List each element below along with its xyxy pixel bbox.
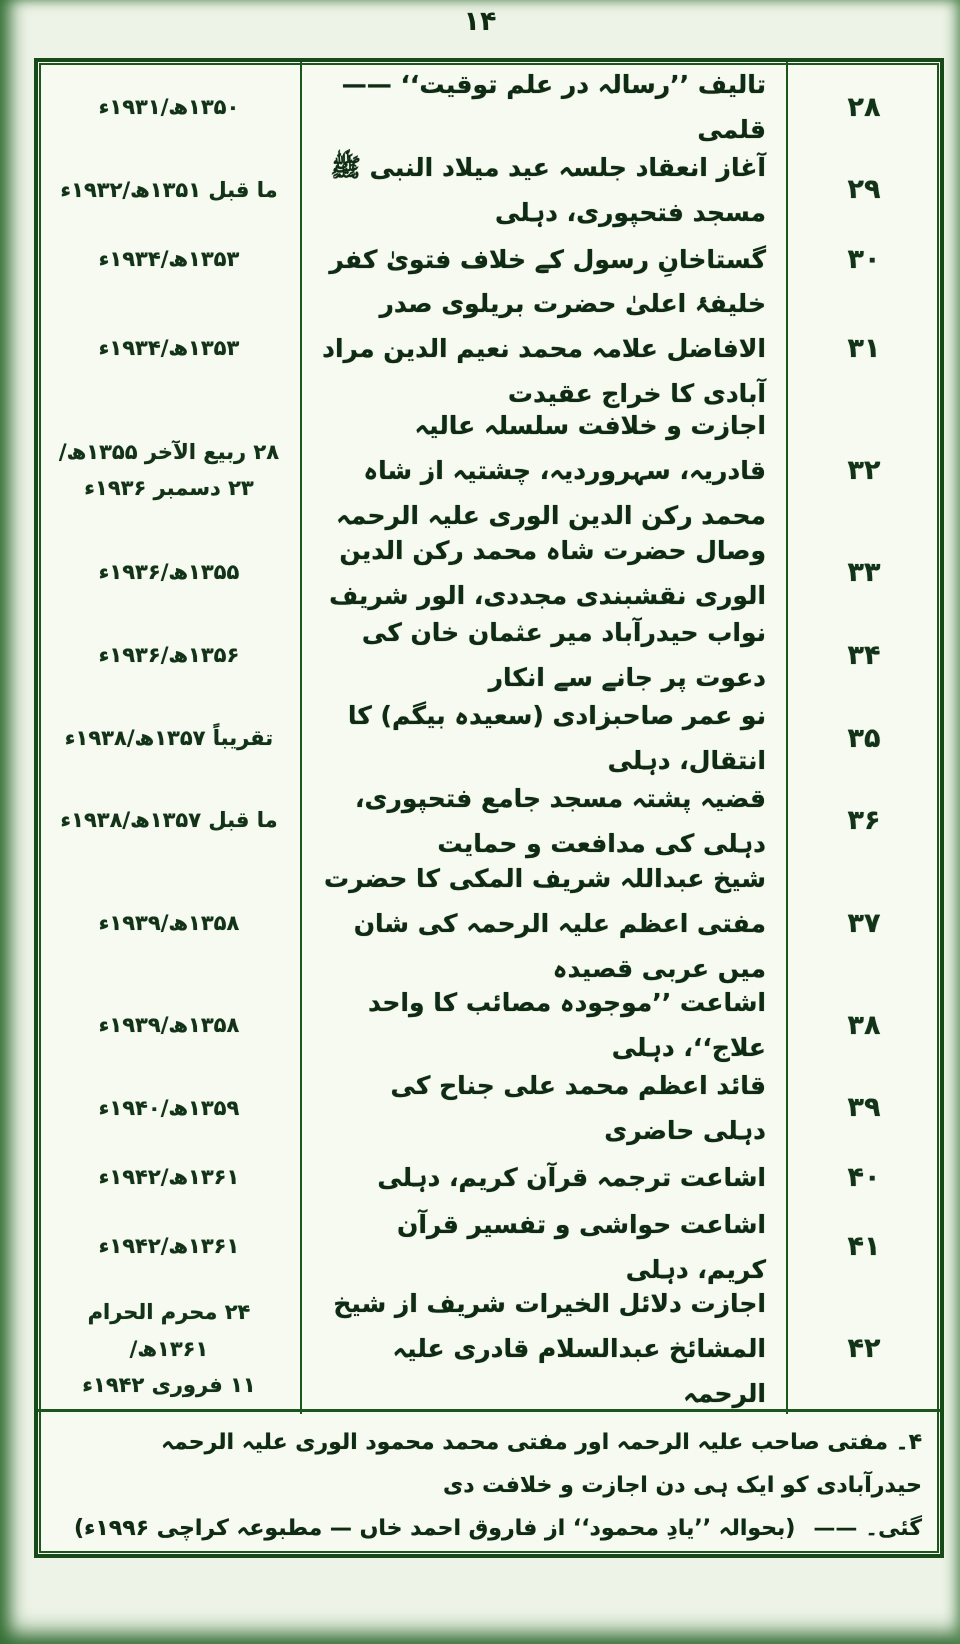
entry-date bbox=[38, 241, 300, 278]
entry-date bbox=[38, 1007, 300, 1044]
entry-description: تالیف ’’رسالہ در علم توقیت‘‘ —— قلمی bbox=[341, 70, 766, 145]
entry-description: وصال حضرت شاہ محمد رکن الدین الوری نقشبندی مجددی، الور شریف bbox=[329, 535, 766, 610]
entry-date bbox=[38, 1090, 300, 1127]
entry-date-line: ۱۱ فروری ۱۹۴۲ء bbox=[82, 1373, 256, 1398]
footnote-reference: (بحوالہ ’’یادِ محمود‘‘ از فاروق احمد خاں — مطبوعہ کراچی ۱۹۹۶ء) bbox=[74, 1515, 796, 1541]
entry-number: ۳۰ bbox=[847, 243, 881, 275]
entry-description: نو عمر صاحبزادی (سعیدہ بیگم) کا انتقال، دہلی bbox=[347, 701, 766, 776]
table-row bbox=[38, 66, 940, 149]
entry-number: ۳۸ bbox=[847, 1009, 881, 1041]
entry-date bbox=[38, 720, 300, 757]
date-column-divider bbox=[300, 62, 302, 1414]
entry-date bbox=[38, 89, 300, 126]
entry-date bbox=[38, 1159, 300, 1196]
table-row bbox=[38, 1288, 940, 1410]
number-column-divider bbox=[786, 62, 788, 1414]
entry-date bbox=[38, 1294, 300, 1404]
entry-number: ۴۰ bbox=[847, 1161, 881, 1193]
footnote bbox=[38, 1409, 940, 1554]
entry-date-line: ۲۸ ربیع الآخر ۱۳۵۵ھ/ bbox=[58, 439, 280, 464]
entry-number: ۳۲ bbox=[847, 454, 881, 486]
entry-number: ۳۵ bbox=[847, 722, 881, 754]
table-row bbox=[38, 614, 940, 697]
table-row bbox=[38, 1205, 940, 1288]
entry-date bbox=[38, 802, 300, 839]
footnote-line-2 bbox=[38, 1508, 940, 1551]
entry-date bbox=[38, 637, 300, 674]
entry-date-line: ۱۳۵۳ھ/۱۹۳۴ء bbox=[98, 335, 240, 360]
table-row bbox=[38, 984, 940, 1067]
entry-date-line: ۱۳۵۵ھ/۱۹۳۶ء bbox=[98, 560, 240, 585]
entry-number: ۲۹ bbox=[847, 174, 881, 206]
entry-date-line: ۱۳۵۸ھ/۱۹۳۹ء bbox=[98, 1013, 240, 1037]
entry-number: ۳۹ bbox=[847, 1092, 881, 1124]
entry-number: ۳۷ bbox=[847, 907, 881, 939]
table-row bbox=[38, 779, 940, 862]
table-row bbox=[38, 149, 940, 232]
entry-description: نواب حیدرآباد میر عثمان خان کی دعوت پر جانے سے انکار bbox=[361, 618, 766, 693]
entry-date-line: ۱۳۶۱ھ/۱۹۴۲ء bbox=[98, 1234, 240, 1259]
entry-number: ۴۲ bbox=[847, 1333, 881, 1365]
table-row bbox=[38, 287, 940, 409]
events-table bbox=[38, 62, 940, 1414]
entry-date bbox=[38, 434, 300, 508]
entry-description: اشاعت ’’موجودہ مصائب کا واحد علاج‘‘، دہلی bbox=[367, 988, 766, 1063]
entry-date bbox=[38, 905, 300, 942]
entry-date-line: ما قبل ۱۳۵۱ھ/۱۹۳۲ء bbox=[60, 177, 278, 202]
entry-description: گستاخانِ رسول کے خلاف فتویٰ کفر bbox=[329, 244, 766, 274]
table-row bbox=[38, 1067, 940, 1150]
entry-description: اشاعت ترجمہ قرآن کریم، دہلی bbox=[377, 1162, 766, 1192]
entry-date-line: ۱۳۵۹ھ/۱۹۴۰ء bbox=[98, 1095, 240, 1120]
entry-description: خلیفۂ اعلیٰ حضرت بریلوی صدر الافاضل علامہ محمد نعیم الدین مراد آبادی کا خراج عقیدت bbox=[322, 288, 766, 408]
entry-number: ۳۶ bbox=[847, 805, 881, 837]
entry-date bbox=[38, 554, 300, 591]
entry-description: قضیہ پشتہ مسجد جامع فتحپوری، دہلی کی مدافعت و حمایت bbox=[355, 783, 766, 858]
entry-description: شیخ عبداللہ شریف المکی کا حضرت مفتی اعظم علیہ الرحمہ کی شان میں عربی قصیدہ bbox=[324, 863, 766, 983]
entry-date bbox=[38, 1228, 300, 1265]
entry-date-line: ۱۳۵۶ھ/۱۹۳۶ء bbox=[98, 643, 240, 668]
entry-date-line: ۱۳۵۸ھ/۱۹۳۹ء bbox=[98, 910, 240, 935]
entry-number: ۳۴ bbox=[847, 639, 881, 671]
entry-description: آغاز انعقاد جلسہ عید میلاد النبی ﷺ مسجد فتحپوری، دہلی bbox=[330, 152, 766, 227]
table-row bbox=[38, 532, 940, 615]
entry-description: اجازت و خلافت سلسلہ عالیہ قادریہ، سہروردیہ، چشتیہ از شاہ محمد رکن الدین الوری علیہ الرحمہ bbox=[336, 410, 766, 530]
entry-date bbox=[38, 330, 300, 367]
entry-number: ۲۸ bbox=[847, 91, 881, 123]
page-number: ۱۴ bbox=[463, 6, 497, 37]
entry-description: اجازت دلائل الخیرات شریف از شیخ المشائخ عبدالسلام قادری علیہ الرحمہ bbox=[333, 1289, 766, 1409]
footnote-line-1: ۴۔ مفتی صاحب علیہ الرحمہ اور مفتی محمد محمود الوری علیہ الرحمہ حیدرآبادی کو ایک ہی دن اجازت و خلافت دی bbox=[161, 1430, 922, 1498]
table-row bbox=[38, 1149, 940, 1205]
entry-date-line: ۲۳ دسمبر ۱۹۳۶ء bbox=[84, 476, 254, 501]
entry-date-line: ۲۴ محرم الحرام ۱۳۶۱ھ/ bbox=[87, 1299, 251, 1361]
entry-date-line: تقریباً ۱۳۵۷ھ/۱۹۳۸ء bbox=[64, 725, 274, 750]
table-row bbox=[38, 862, 940, 984]
table-row bbox=[38, 409, 940, 531]
entry-description: قائد اعظم محمد علی جناح کی دہلی حاضری bbox=[390, 1071, 766, 1145]
entry-number: ۳۱ bbox=[847, 332, 881, 364]
table-frame bbox=[34, 58, 944, 1558]
entry-number: ۳۳ bbox=[847, 557, 881, 589]
footnote-line-2-start: گئی۔ —— bbox=[813, 1515, 922, 1541]
table-row bbox=[38, 697, 940, 780]
entry-date-line: ۱۳۵۰ھ/۱۹۳۱ء bbox=[98, 94, 240, 119]
entry-number: ۴۱ bbox=[847, 1231, 881, 1263]
entry-date-line: ۱۳۶۱ھ/۱۹۴۲ء bbox=[98, 1164, 240, 1189]
entry-description: اشاعت حواشی و تفسیر قرآن کریم، دہلی bbox=[397, 1209, 766, 1284]
entry-date bbox=[38, 172, 300, 209]
entry-date-line: ما قبل ۱۳۵۷ھ/۱۹۳۸ء bbox=[60, 808, 278, 833]
entry-date-line: ۱۳۵۳ھ/۱۹۳۴ء bbox=[98, 246, 240, 271]
